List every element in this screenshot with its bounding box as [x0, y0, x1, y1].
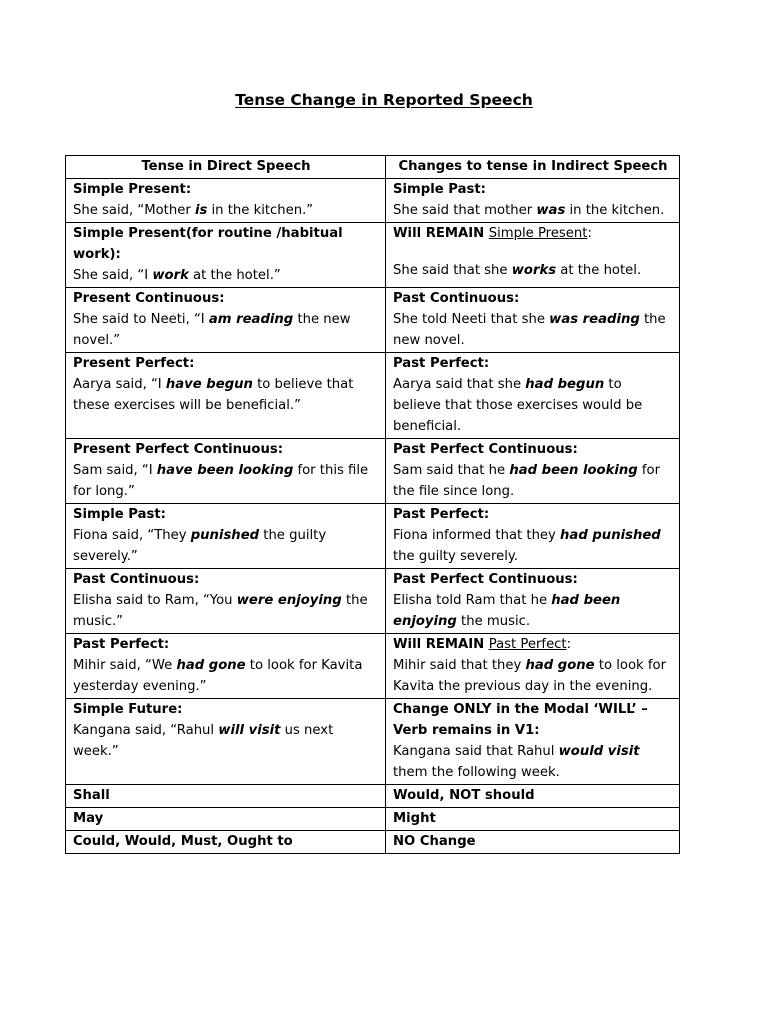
example-sentence: Elisha said to Ram, “You were enjoying the music.”	[73, 593, 368, 629]
tense-heading: Will REMAIN Past Perfect:	[393, 637, 572, 652]
table-row	[66, 288, 680, 353]
verb-emphasis: was reading	[549, 312, 640, 327]
table-row	[66, 353, 680, 439]
verb-emphasis: had gone	[525, 658, 595, 673]
modal-label: May	[73, 811, 104, 826]
verb-emphasis: had been looking	[509, 463, 638, 478]
table-row	[66, 569, 680, 634]
tense-heading: Past Perfect:	[393, 356, 490, 371]
table-row	[66, 699, 680, 785]
example-sentence: Fiona said, “They punished the guilty severely.”	[73, 528, 327, 564]
tense-heading: Simple Present(for routine /habitual work):	[73, 226, 343, 262]
example-sentence: Aarya said, “I have begun to believe that these exercises will be beneficial.”	[73, 377, 354, 413]
verb-emphasis: would visit	[558, 744, 640, 759]
example-sentence: Mihir said, “We had gone to look for Kavita yesterday evening.”	[73, 658, 363, 694]
indirect-cell	[386, 439, 680, 504]
table-row	[66, 785, 680, 808]
table-row	[66, 223, 680, 288]
verb-emphasis: was	[536, 203, 566, 218]
indirect-cell	[386, 699, 680, 785]
modal-label: Shall	[73, 788, 110, 803]
tense-heading: Simple Past:	[393, 182, 486, 197]
verb-emphasis: will visit	[218, 723, 281, 738]
verb-emphasis: had been enjoying	[393, 593, 621, 629]
verb-emphasis: had begun	[525, 377, 605, 392]
verb-emphasis: work	[152, 268, 189, 283]
tense-heading: Simple Present:	[73, 182, 192, 197]
table-row	[66, 808, 680, 831]
verb-emphasis: had gone	[176, 658, 246, 673]
verb-emphasis: have been looking	[156, 463, 294, 478]
example-sentence: Sam said, “I have been looking for this file for long.”	[73, 463, 369, 499]
example-sentence: Elisha told Ram that he had been enjoying the music.	[393, 593, 621, 629]
indirect-cell	[386, 223, 680, 288]
example-sentence: She said that she works at the hotel.	[393, 263, 642, 278]
verb-emphasis: have begun	[165, 377, 253, 392]
page-title-text: Tense Change in Reported Speech	[235, 91, 533, 109]
example-sentence: Mihir said that they had gone to look for Kavita the previous day in the evening.	[393, 658, 667, 694]
tense-heading: Past Perfect:	[73, 637, 170, 652]
indirect-cell	[386, 785, 680, 808]
verb-emphasis: had punished	[560, 528, 661, 543]
tense-heading: Present Perfect Continuous:	[73, 442, 283, 457]
example-sentence: Kangana said, “Rahul will visit us next week.”	[73, 723, 334, 759]
modal-label: Could, Would, Must, Ought to	[73, 834, 293, 849]
tense-heading: Simple Past:	[73, 507, 166, 522]
indirect-cell	[386, 353, 680, 439]
modal-label: Would, NOT should	[393, 788, 535, 803]
tense-heading: Will REMAIN Simple Present:	[393, 226, 592, 241]
direct-cell	[66, 569, 386, 634]
table-row	[66, 831, 680, 854]
example-sentence: She said to Neeti, “I am reading the new novel.”	[73, 312, 351, 348]
column-header-indirect: Changes to tense in Indirect Speech	[386, 156, 680, 179]
spacer	[393, 244, 673, 260]
tense-heading: Past Perfect:	[393, 507, 490, 522]
page-title	[0, 89, 768, 111]
table-row	[66, 504, 680, 569]
tense-change-table	[65, 155, 680, 854]
indirect-cell	[386, 831, 680, 854]
indirect-cell	[386, 569, 680, 634]
verb-emphasis: am reading	[208, 312, 294, 327]
example-sentence: She said, “I work at the hotel.”	[73, 268, 281, 283]
direct-cell	[66, 634, 386, 699]
direct-cell	[66, 439, 386, 504]
direct-cell	[66, 504, 386, 569]
tense-name-underlined: Simple Present	[488, 226, 588, 241]
verb-emphasis: works	[511, 263, 557, 278]
direct-cell	[66, 785, 386, 808]
direct-cell	[66, 223, 386, 288]
indirect-cell	[386, 808, 680, 831]
tense-heading: Past Perfect Continuous:	[393, 572, 578, 587]
verb-emphasis: is	[194, 203, 208, 218]
indirect-cell	[386, 179, 680, 223]
tense-heading: Simple Future:	[73, 702, 183, 717]
tense-heading: Past Continuous:	[393, 291, 520, 306]
example-sentence: Sam said that he had been looking for the file since long.	[393, 463, 661, 499]
tense-heading: Past Continuous:	[73, 572, 200, 587]
tense-heading: Present Continuous:	[73, 291, 225, 306]
table-row	[66, 179, 680, 223]
indirect-cell	[386, 504, 680, 569]
verb-emphasis: punished	[190, 528, 260, 543]
table-header-row	[66, 156, 680, 179]
example-sentence: Aarya said that she had begun to believe that those exercises would be beneficial.	[393, 377, 643, 434]
tense-heading: Present Perfect:	[73, 356, 195, 371]
direct-cell	[66, 808, 386, 831]
tense-heading: Past Perfect Continuous:	[393, 442, 578, 457]
column-header-direct: Tense in Direct Speech	[66, 156, 386, 179]
table-row	[66, 634, 680, 699]
direct-cell	[66, 699, 386, 785]
example-sentence: Kangana said that Rahul would visit them the following week.	[393, 744, 640, 780]
indirect-cell	[386, 634, 680, 699]
indirect-cell	[386, 288, 680, 353]
example-sentence: She said that mother was in the kitchen.	[393, 203, 665, 218]
modal-label: Might	[393, 811, 436, 826]
direct-cell	[66, 831, 386, 854]
direct-cell	[66, 288, 386, 353]
example-sentence: She told Neeti that she was reading the new novel.	[393, 312, 666, 348]
direct-cell	[66, 179, 386, 223]
table-row	[66, 439, 680, 504]
tense-name-underlined: Past Perfect	[488, 637, 567, 652]
modal-label: NO Change	[393, 834, 476, 849]
verb-emphasis: were enjoying	[236, 593, 342, 608]
example-sentence: Fiona informed that they had punished the guilty severely.	[393, 528, 661, 564]
direct-cell	[66, 353, 386, 439]
tense-heading: Change ONLY in the Modal ‘WILL’ – Verb remains in V1:	[393, 702, 648, 738]
example-sentence: She said, “Mother is in the kitchen.”	[73, 203, 314, 218]
